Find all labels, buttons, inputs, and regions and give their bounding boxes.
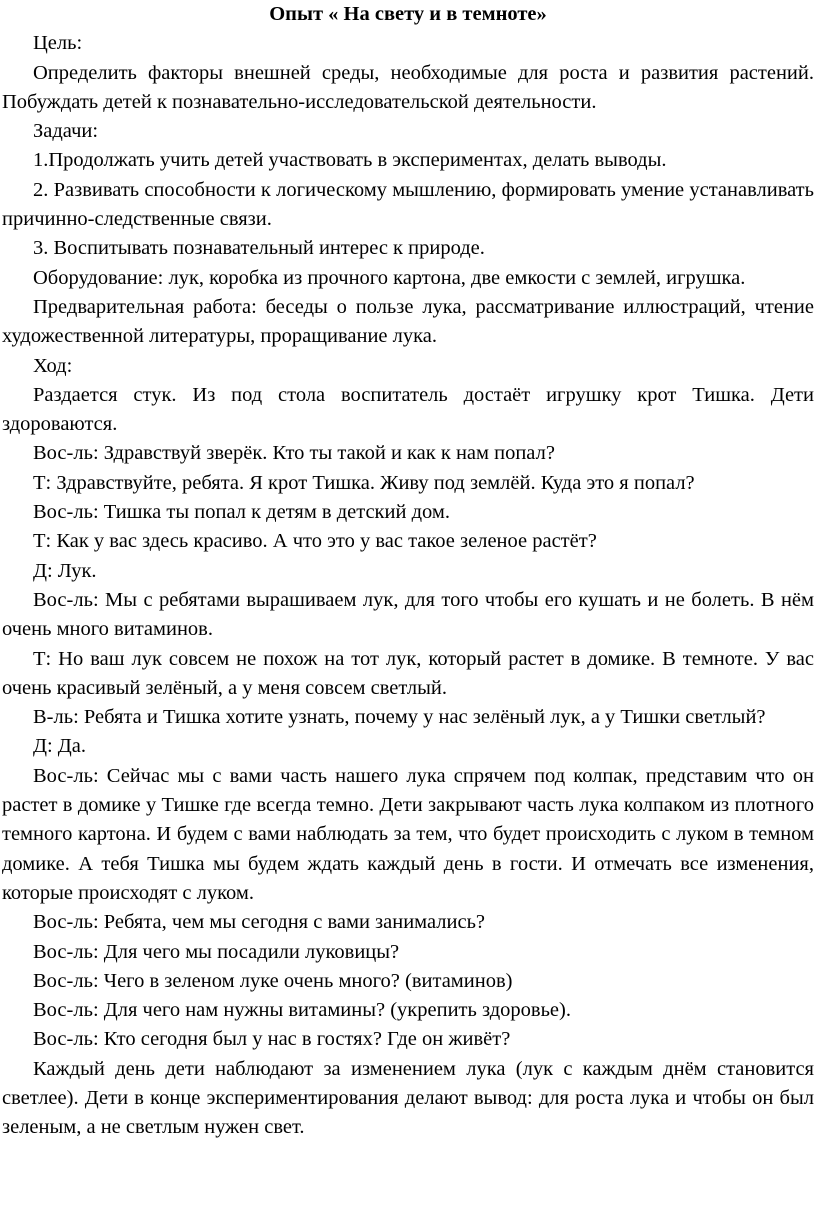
paragraph-goal-text: Определить факторы внешней среды, необходимые для роста и развития растений. Побуждать детей к познавательно-исследовательской деятельности. <box>2 61 814 113</box>
dialogue-line: Вос-ль: Сейчас мы с вами часть нашего лука спрячем под колпак, представим что он растет в домике у Тишке где всегда темно. Дети закрывают часть лука колпаком из плотного темного картона. И будем с вами наблюдать за тем, что будет происходить с луком в темном домике. А тебя Тишка мы будем ждать каждый день в гости. И отмечать все изменения, которые происходят с луком. <box>2 764 814 904</box>
dialogue-line: Вос-ль: Тишка ты попал к детям в детский дом. <box>33 501 450 524</box>
paragraph-goal-heading: Цель: <box>33 32 83 55</box>
paragraph-equipment: Оборудование: лук, коробка из прочного картона, две емкости с землей, игрушка. <box>33 266 746 289</box>
dialogue-line: В-ль: Ребята и Тишка хотите узнать, почему у нас зелёный лук, а у Тишки светлый? <box>33 706 766 729</box>
paragraph-task-1: 1.Продолжать учить детей участвовать в экспериментах, делать выводы. <box>33 149 667 172</box>
dialogue-line: Д: Да. <box>33 735 87 758</box>
paragraph-conclusion: Каждый день дети наблюдают за изменением лука (лук с каждым днём становится светлее). Дети в конце экспериментирования делают вывод: для роста лука и чтобы он был зеленым, а не светлым нужен свет. <box>2 1057 814 1139</box>
document-title: Опыт « На свету и в темноте» <box>269 3 547 25</box>
dialogue-line: Т: Но ваш лук совсем не похож на тот лук, который растет в домике. В темноте. У вас очень красивый зелёный, а у меня совсем светлый. <box>2 647 814 699</box>
dialogue-line: Вос-ль: Ребята, чем мы сегодня с вами занимались? <box>33 911 486 934</box>
paragraph-task-3: 3. Воспитывать познавательный интерес к природе. <box>33 237 485 260</box>
dialogue-line: Вос-ль: Для чего мы посадили луковицы? <box>33 940 400 963</box>
paragraph-task-2: 2. Развивать способности к логическому мышлению, формировать умение устанавливать причинно-следственные связи. <box>2 178 814 231</box>
dialogue-line: Д: Лук. <box>33 559 97 582</box>
dialogue-line: Вос-ль: Мы с ребятами вырашиваем лук, для того чтобы его кушать и не болеть. В нём очень много витаминов. <box>2 588 814 641</box>
dialogue-line: Вос-ль: Кто сегодня был у нас в гостях? Где он живёт? <box>33 1028 511 1051</box>
dialogue-line: Вос-ль: Чего в зеленом луке очень много? (витаминов) <box>33 969 513 992</box>
dialogue-line: Вос-ль: Для чего нам нужны витамины? (укрепить здоровье). <box>33 999 571 1022</box>
paragraph-knock: Раздается стук. Из под стола воспитатель достаёт игрушку крот Тишка. Дети здороваются. <box>2 383 814 436</box>
paragraph-tasks-heading: Задачи: <box>33 120 99 143</box>
dialogue-line: Вос-ль: Здравствуй зверёк. Кто ты такой и как к нам попал? <box>33 442 555 465</box>
dialogue-line: Т: Здравствуйте, ребята. Я крот Тишка. Живу под землёй. Куда это я попал? <box>33 471 695 494</box>
dialogue-line: Т: Как у вас здесь красиво. А что это у вас такое зеленое растёт? <box>33 530 597 553</box>
paragraph-procedure-heading: Ход: <box>33 354 73 377</box>
paragraph-preliminary-work: Предварительная работа: беседы о пользе лука, рассматривание иллюстраций, чтение художественной литературы, проращивание лука. <box>2 295 814 348</box>
